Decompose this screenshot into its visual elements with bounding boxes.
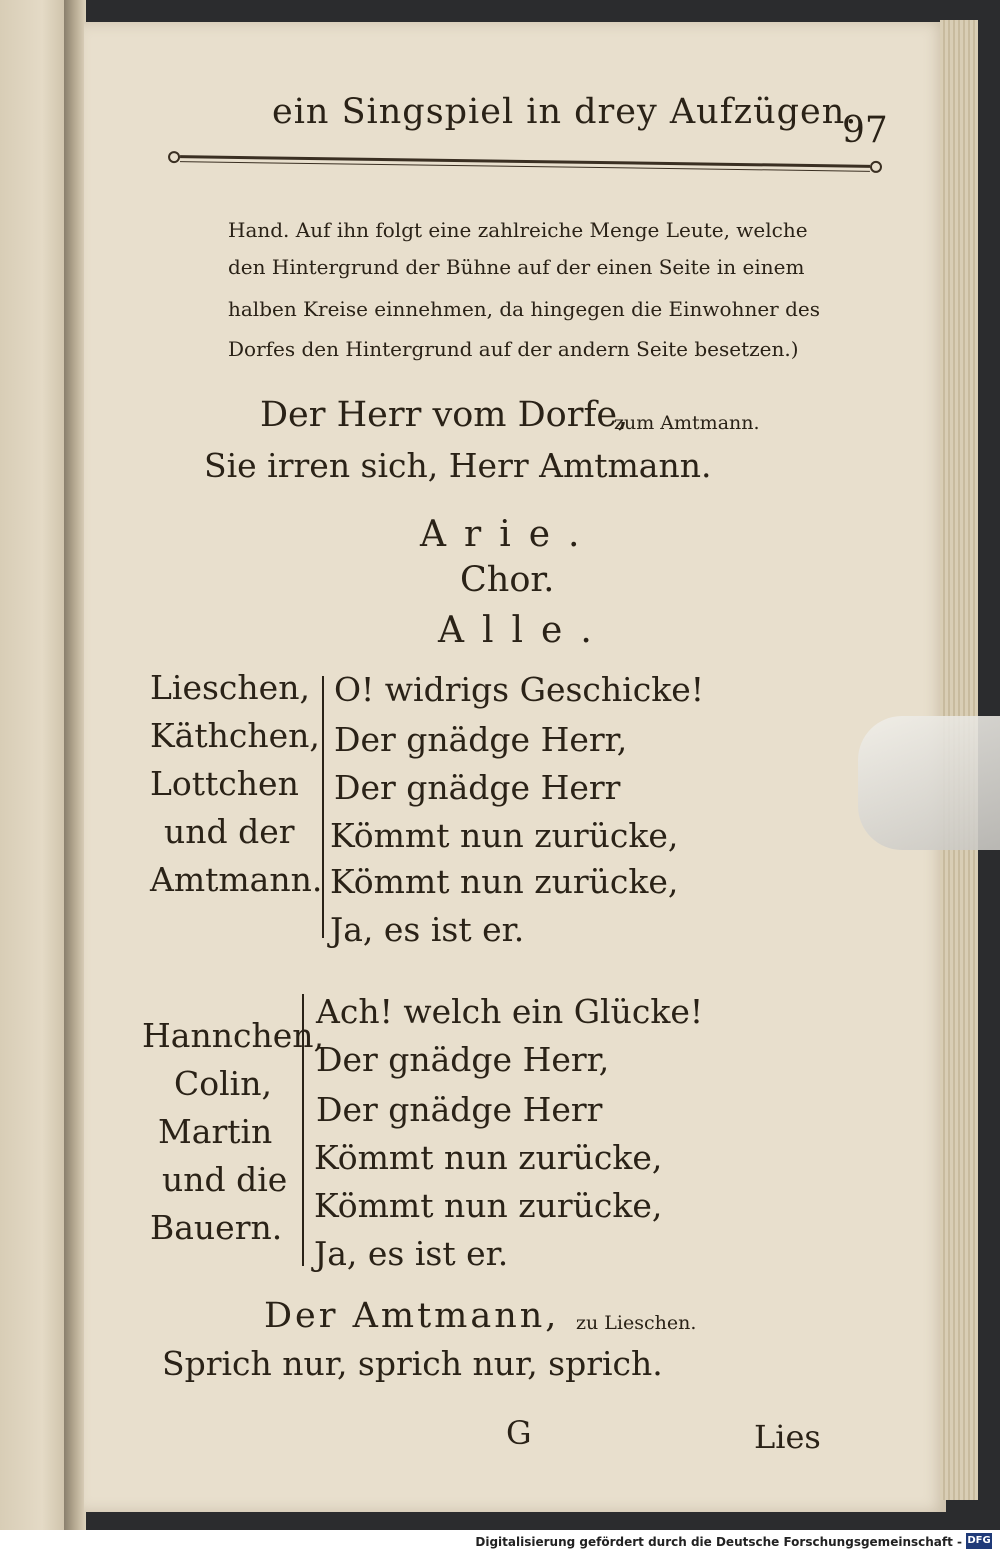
speaker-name: Der Amtmann,: [264, 1296, 560, 1336]
character-name: Käthchen,: [150, 716, 320, 755]
verse-line: Kömmt nun zurücke,: [314, 1138, 663, 1177]
verse-line: Kömmt nun zurücke,: [330, 816, 679, 855]
page-number: 97: [842, 110, 888, 151]
catchword: Lies: [754, 1418, 821, 1456]
character-name: Lottchen: [150, 764, 299, 803]
stage-direction-line: Hand. Auf ihn folgt eine zahlreiche Menge Leute, welche: [228, 218, 808, 242]
speaker-name: Der Herr vom Dorfe,: [260, 395, 629, 435]
running-title: ein Singspiel in drey Aufzügen.: [272, 92, 858, 132]
book-gutter: [64, 0, 86, 1530]
dfg-logo: DFG: [966, 1533, 992, 1549]
verse-line: Der gnädge Herr: [334, 768, 621, 807]
verse-line: Sprich nur, sprich nur, sprich.: [162, 1344, 663, 1383]
verse-line: Ja, es ist er.: [314, 1234, 509, 1273]
verse-line: Kömmt nun zurücke,: [314, 1186, 663, 1225]
stage-direction-line: den Hintergrund der Bühne auf der einen Seite in einem: [228, 255, 805, 279]
page-clip: [858, 716, 1000, 850]
character-name: Bauern.: [150, 1208, 283, 1247]
verse-line: Sie irren sich, Herr Amtmann.: [204, 446, 712, 485]
verse-line: Der gnädge Herr: [316, 1090, 603, 1129]
heading-arie: Arie.: [420, 514, 598, 555]
facing-page: [0, 0, 70, 1530]
stage-direction: zu Lieschen.: [576, 1312, 697, 1334]
verse-line: O! widrigs Geschicke!: [334, 670, 704, 709]
brace: [322, 676, 324, 938]
heading-alle: Alle.: [438, 610, 610, 651]
brace: [302, 994, 304, 1266]
heading-chor: Chor.: [460, 560, 555, 600]
stage-direction-line: halben Kreise einnehmen, da hingegen die Einwohner des: [228, 297, 820, 321]
character-name: Hannchen,: [142, 1016, 324, 1055]
verse-line: Ja, es ist er.: [330, 910, 525, 949]
signature-mark: G: [506, 1414, 532, 1452]
verse-line: Kömmt nun zurücke,: [330, 862, 679, 901]
character-name: Colin,: [174, 1064, 272, 1103]
verse-line: Der gnädge Herr,: [334, 720, 628, 759]
character-name: und die: [162, 1160, 288, 1199]
funding-credit: Digitalisierung gefördert durch die Deutsche Forschungsgemeinschaft -: [475, 1535, 962, 1549]
stage-direction-line: Dorfes den Hintergrund auf der andern Seite besetzen.): [228, 337, 799, 361]
character-name: Lieschen,: [150, 668, 310, 707]
character-name: Amtmann.: [150, 860, 323, 899]
stage-direction: zum Amtmann.: [614, 412, 760, 434]
character-name: Martin: [158, 1112, 273, 1151]
verse-line: Der gnädge Herr,: [316, 1040, 610, 1079]
character-name: und der: [164, 812, 295, 851]
verse-line: Ach! welch ein Glücke!: [316, 992, 704, 1031]
